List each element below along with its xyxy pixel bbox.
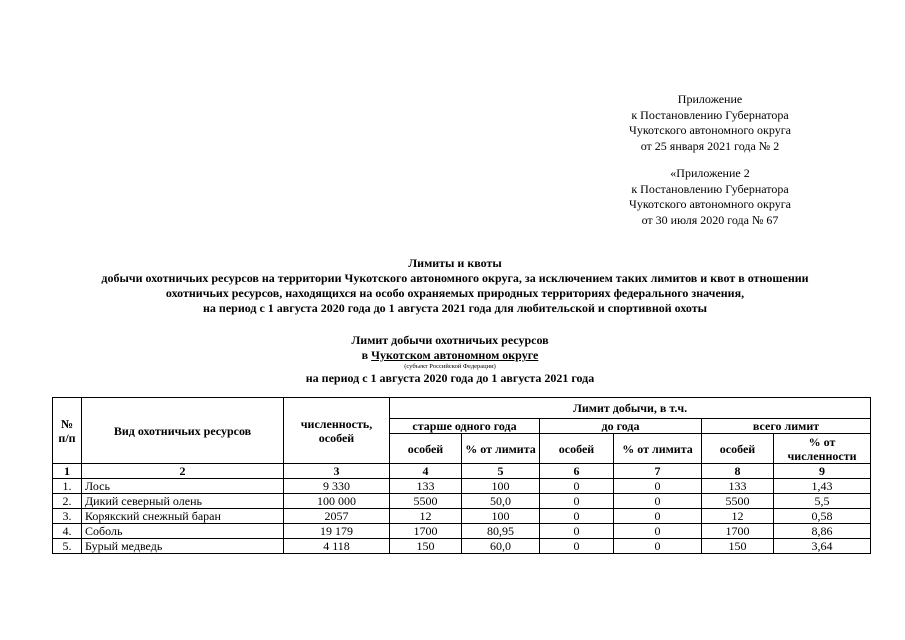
older-pct: 60,0 xyxy=(462,539,540,554)
resource-name: Бурый медведь xyxy=(82,539,284,554)
older-individuals: 12 xyxy=(390,509,462,524)
under-pct: 0 xyxy=(614,524,702,539)
header-pct-limit: % от лимита xyxy=(614,434,702,464)
header-older: старше одного года xyxy=(390,419,540,434)
header-pct-population: % от численности xyxy=(774,434,871,464)
total-individuals: 1700 xyxy=(702,524,774,539)
region-line xyxy=(200,348,700,363)
appendix-reference xyxy=(560,92,860,154)
appendix-line: Приложение xyxy=(677,92,743,106)
population-value: 2057 xyxy=(284,509,390,524)
table-row xyxy=(53,494,871,509)
row-number: 1. xyxy=(53,479,82,494)
column-index: 7 xyxy=(614,464,702,479)
document-title xyxy=(40,256,870,316)
table-row xyxy=(53,479,871,494)
older-individuals: 5500 xyxy=(390,494,462,509)
region-prefix: в xyxy=(361,348,372,362)
older-pct: 100 xyxy=(462,509,540,524)
older-individuals: 133 xyxy=(390,479,462,494)
header-num: № п/п xyxy=(53,398,82,464)
header-kind: Вид охотничьих ресурсов xyxy=(82,398,284,464)
resource-name: Дикий северный олень xyxy=(82,494,284,509)
older-individuals: 150 xyxy=(390,539,462,554)
population-value: 4 118 xyxy=(284,539,390,554)
limit-heading xyxy=(200,333,700,386)
under-individuals: 0 xyxy=(540,509,614,524)
column-index: 4 xyxy=(390,464,462,479)
population-value: 100 000 xyxy=(284,494,390,509)
region-name: Чукотском автономном округе xyxy=(371,348,539,362)
total-individuals: 133 xyxy=(702,479,774,494)
total-pct: 3,64 xyxy=(774,539,871,554)
column-index: 8 xyxy=(702,464,774,479)
resource-name: Соболь xyxy=(82,524,284,539)
resource-name: Корякский снежный баран xyxy=(82,509,284,524)
table-row xyxy=(53,509,871,524)
row-number: 2. xyxy=(53,494,82,509)
under-individuals: 0 xyxy=(540,494,614,509)
appendix-line: к Постановлению Губернатора xyxy=(631,181,789,196)
under-pct: 0 xyxy=(614,494,702,509)
total-pct: 8,86 xyxy=(774,524,871,539)
appendix-line: от 30 июля 2020 года № 67 xyxy=(641,212,779,227)
header-total: всего лимит xyxy=(702,419,871,434)
appendix-2-reference xyxy=(560,166,860,228)
table-row xyxy=(53,524,871,539)
period-line: на период с 1 августа 2020 года до 1 августа 2021 года xyxy=(305,371,595,385)
under-individuals: 0 xyxy=(540,479,614,494)
header-population: численность, особей xyxy=(284,398,390,464)
column-index: 3 xyxy=(284,464,390,479)
total-individuals: 5500 xyxy=(702,494,774,509)
limits-table xyxy=(52,397,871,554)
column-index: 5 xyxy=(462,464,540,479)
column-index: 9 xyxy=(774,464,871,479)
header-individuals: особей xyxy=(540,434,614,464)
title-line: добычи охотничьих ресурсов на территории Чукотского автономного округа, за исключением таких лимитов и квот в отношении xyxy=(101,271,809,285)
older-pct: 100 xyxy=(462,479,540,494)
appendix-line: Чукотского автономного округа xyxy=(629,123,791,137)
older-pct: 50,0 xyxy=(462,494,540,509)
under-pct: 0 xyxy=(614,509,702,524)
row-number: 4. xyxy=(53,524,82,539)
appendix-line: от 25 января 2021 года № 2 xyxy=(640,138,780,153)
under-individuals: 0 xyxy=(540,524,614,539)
table-row xyxy=(53,539,871,554)
row-number: 5. xyxy=(53,539,82,554)
total-pct: 1,43 xyxy=(774,479,871,494)
total-pct: 0,58 xyxy=(774,509,871,524)
header-limit: Лимит добычи, в т.ч. xyxy=(390,398,871,419)
appendix-line: «Приложение 2 xyxy=(670,166,750,180)
total-individuals: 150 xyxy=(702,539,774,554)
under-individuals: 0 xyxy=(540,539,614,554)
title-line: охотничьих ресурсов, находящихся на особо охраняемых природных территориях федерального значения, xyxy=(165,286,745,300)
population-value: 9 330 xyxy=(284,479,390,494)
column-index: 2 xyxy=(82,464,284,479)
under-pct: 0 xyxy=(614,539,702,554)
column-index: 6 xyxy=(540,464,614,479)
header-pct-limit: % от лимита xyxy=(462,434,540,464)
column-index-row xyxy=(53,464,871,479)
appendix-line: Чукотского автономного округа xyxy=(629,197,791,211)
header-individuals: особей xyxy=(702,434,774,464)
subject-note: (субъект Российской Федерации) xyxy=(404,363,496,370)
header-individuals: особей xyxy=(390,434,462,464)
header-under: до года xyxy=(540,419,702,434)
population-value: 19 179 xyxy=(284,524,390,539)
older-individuals: 1700 xyxy=(390,524,462,539)
title-line: Лимиты и квоты xyxy=(408,256,502,270)
older-pct: 80,95 xyxy=(462,524,540,539)
appendix-line: к Постановлению Губернатора xyxy=(631,107,789,122)
total-pct: 5,5 xyxy=(774,494,871,509)
resource-name: Лось xyxy=(82,479,284,494)
title-line: на период с 1 августа 2020 года до 1 августа 2021 года для любительской и спортивной охоты xyxy=(202,301,707,315)
limit-line: Лимит добычи охотничьих ресурсов xyxy=(351,333,549,347)
column-index: 1 xyxy=(53,464,82,479)
row-number: 3. xyxy=(53,509,82,524)
total-individuals: 12 xyxy=(702,509,774,524)
under-pct: 0 xyxy=(614,479,702,494)
